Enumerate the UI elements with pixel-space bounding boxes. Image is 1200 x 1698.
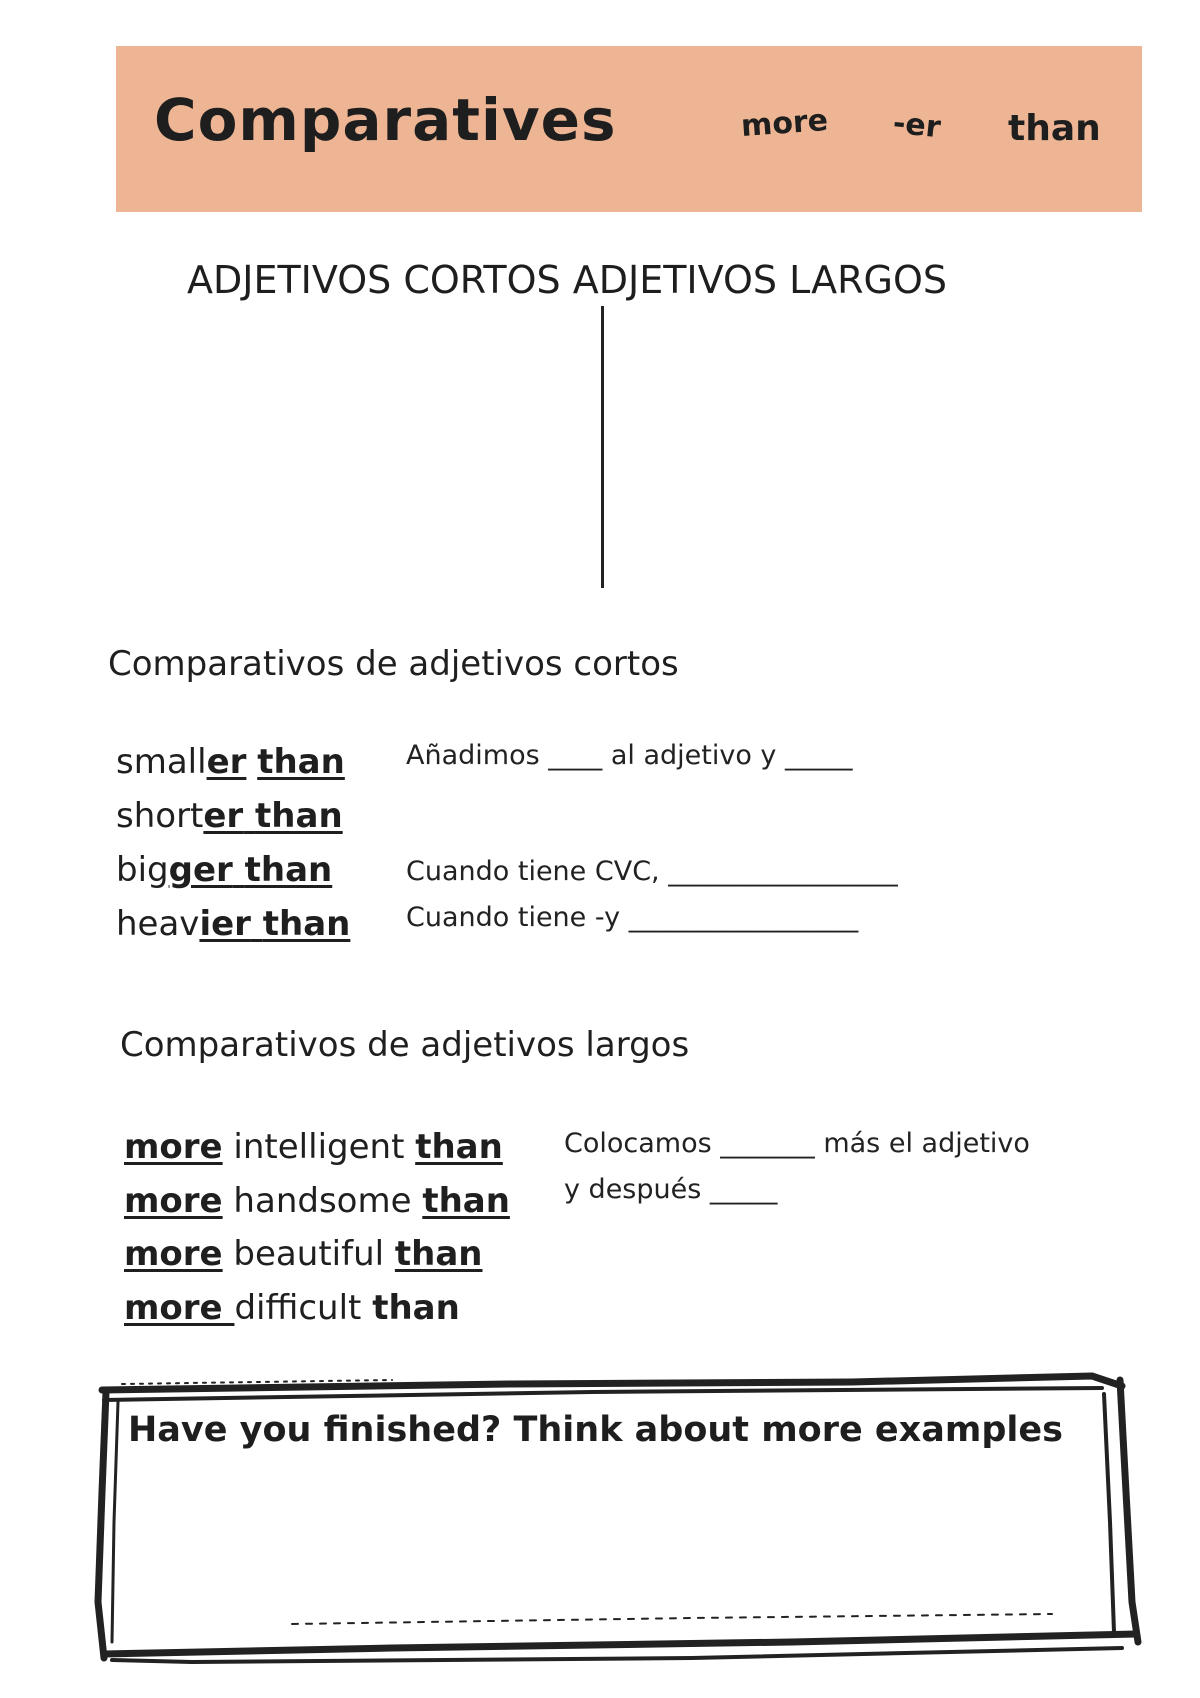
long-example-1 [124,1127,503,1167]
example-suffix: ger [168,850,233,890]
tag-than: than [1008,108,1101,149]
tag-more: more [739,103,830,144]
long-rule-2: y después _____ [564,1174,778,1205]
example-more: more [124,1288,235,1328]
short-adjectives-title: Comparativos de adjetivos cortos [108,644,679,684]
long-example-2 [124,1181,510,1221]
example-suffix: ier [199,904,251,944]
long-example-3 [124,1234,482,1274]
long-example-4 [124,1288,460,1328]
example-than: than [415,1127,503,1167]
example-suffix: er [203,796,244,836]
example-than: than [255,796,343,836]
page-title: Comparatives [154,86,617,154]
short-rule-2: Cuando tiene CVC, _________________ [406,856,898,887]
example-stem: small [116,742,207,782]
short-example-4 [116,904,350,944]
example-than: than [372,1288,460,1328]
example-than: than [244,850,333,890]
example-more: more [124,1127,223,1167]
column-divider [601,306,604,588]
example-stem: short [116,796,204,836]
example-more: more [124,1234,223,1274]
short-example-3 [116,850,332,890]
example-than: than [257,742,345,782]
example-more: more [124,1181,223,1221]
example-adjective: beautiful [222,1234,395,1274]
long-rule-1: Colocamos _______ más el adjetivo [564,1128,1030,1159]
example-adjective: handsome [222,1181,423,1221]
example-suffix: er [206,742,247,782]
short-example-2 [116,796,343,836]
columns-heading: ADJETIVOS CORTOS ADJETIVOS LARGOS [187,258,947,302]
short-example-1 [116,742,345,782]
example-adjective: intelligent [222,1127,416,1167]
example-than: than [394,1234,483,1274]
long-adjectives-title: Comparativos de adjetivos largos [120,1025,690,1065]
final-prompt: Have you finished? Think about more examples [128,1410,1063,1450]
example-stem: heav [116,904,200,944]
tag-er: -er [891,105,943,146]
example-adjective: difficult [234,1288,373,1328]
example-stem: big [116,850,169,890]
short-rule-3: Cuando tiene -y _________________ [406,902,859,933]
example-than: than [422,1181,510,1221]
short-rule-1: Añadimos ____ al adjetivo y _____ [406,740,853,771]
example-than: than [262,904,351,944]
